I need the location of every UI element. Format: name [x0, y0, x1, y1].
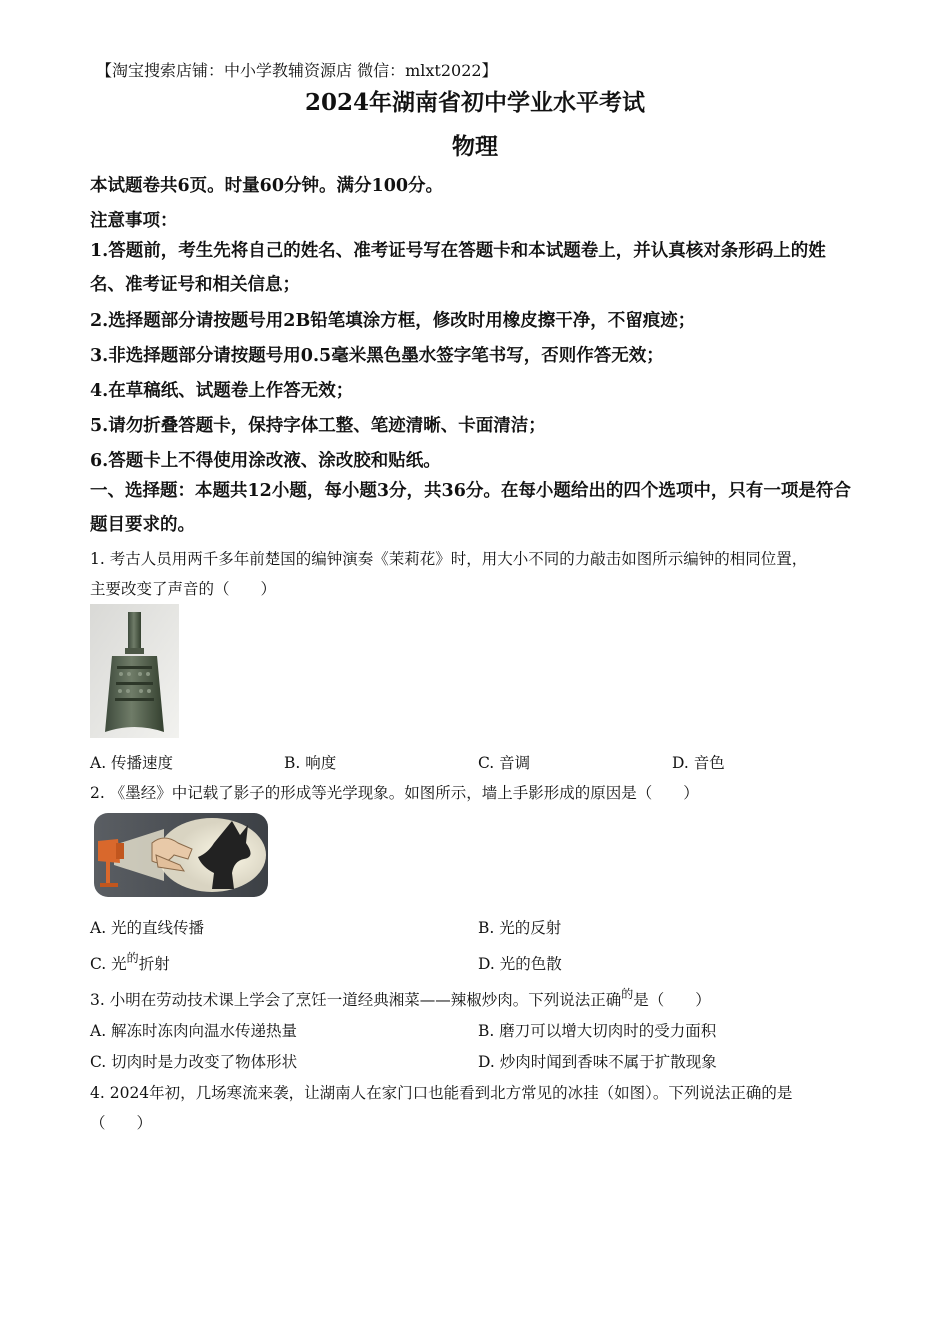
- q3-option-b: B. 磨刀可以增大切肉时的受力面积: [478, 1022, 717, 1040]
- notice-item-1: 1.答题前，考生先将自己的姓名、准考证号写在答题卡和本试题卷上，并认真核对条形码上的姓名、准考证号和相关信息；: [90, 241, 826, 295]
- hand-shadow-image: [94, 813, 268, 897]
- q1-stem-line1: 1. 考古人员用两千多年前楚国的编钟演奏《茉莉花》时，用大小不同的力敲击如图所示编钟的相同位置，: [90, 550, 808, 568]
- q3-option-a: A. 解冻时冻肉向温水传递热量: [90, 1022, 298, 1040]
- q2-option-c-small: 的: [126, 951, 139, 965]
- bianzhong-bell-image: [90, 604, 179, 738]
- q1-stem-line2: 主要改变了声音的（ ）: [90, 580, 277, 598]
- q2-option-c-label: C. 光: [90, 955, 127, 973]
- q3-stem-b: 是（ ）: [633, 991, 711, 1009]
- q4-stem-line1: 4. 2024年初，几场寒流来袭，让湖南人在家门口也能看到北方常见的冰挂（如图）。下列说法正确的是: [90, 1084, 793, 1102]
- q3-option-d: D. 炒肉时闻到香味不属于扩散现象: [478, 1053, 717, 1071]
- q3-stem-small: 的: [621, 987, 634, 1001]
- q2-option-c-tail: 折射: [138, 955, 170, 973]
- q2-option-d: D. 光的色散: [478, 955, 562, 973]
- q1-option-b: B. 响度: [284, 754, 337, 772]
- notice-item-5: 5.请勿折叠答题卡，保持字体工整、笔迹清晰、卡面清洁；: [90, 416, 546, 436]
- exam-title: 2024年湖南省初中学业水平考试: [304, 89, 645, 116]
- q3-stem: [90, 988, 711, 1010]
- q2-option-a: A. 光的直线传播: [90, 919, 205, 937]
- q1-option-a: A. 传播速度: [90, 754, 174, 772]
- notice-item-3: 3.非选择题部分请按题号用0.5毫米黑色墨水签字笔书写，否则作答无效；: [90, 346, 664, 366]
- q3-option-c: C. 切肉时是力改变了物体形状: [90, 1053, 298, 1071]
- section-heading: 一、选择题：本题共12小题，每小题3分，共36分。在每小题给出的四个选项中，只有一项是符合题目要求的。: [90, 481, 851, 535]
- notice-item-6: 6.答题卡上不得使用涂改液、涂改胶和贴纸。: [90, 451, 441, 471]
- exam-intro: 本试题卷共6页。时量60分钟。满分100分。: [90, 176, 444, 196]
- q1-option-c: C. 音调: [478, 754, 531, 772]
- notice-title: 注意事项：: [90, 211, 178, 231]
- exam-subject: 物理: [452, 133, 498, 160]
- notice-item-2: 2.选择题部分请按题号用2B铅笔填涂方框，修改时用橡皮擦干净，不留痕迹；: [90, 311, 696, 331]
- q2-stem: 2. 《墨经》中记载了影子的形成等光学现象。如图所示，墙上手影形成的原因是（ ）: [90, 784, 699, 802]
- watermark-text: 【淘宝搜索店铺：中小学教辅资源店 微信：mlxt2022】: [96, 61, 498, 80]
- q4-stem-line2: （ ）: [90, 1114, 153, 1132]
- notice-item-4: 4.在草稿纸、试题卷上作答无效；: [90, 381, 354, 401]
- q3-stem-a: 3. 小明在劳动技术课上学会了烹饪一道经典湘菜——辣椒炒肉。下列说法正确: [90, 991, 622, 1009]
- q1-option-d: D. 音色: [672, 754, 725, 772]
- q2-option-b: B. 光的反射: [478, 919, 562, 937]
- q2-option-c: [90, 952, 170, 974]
